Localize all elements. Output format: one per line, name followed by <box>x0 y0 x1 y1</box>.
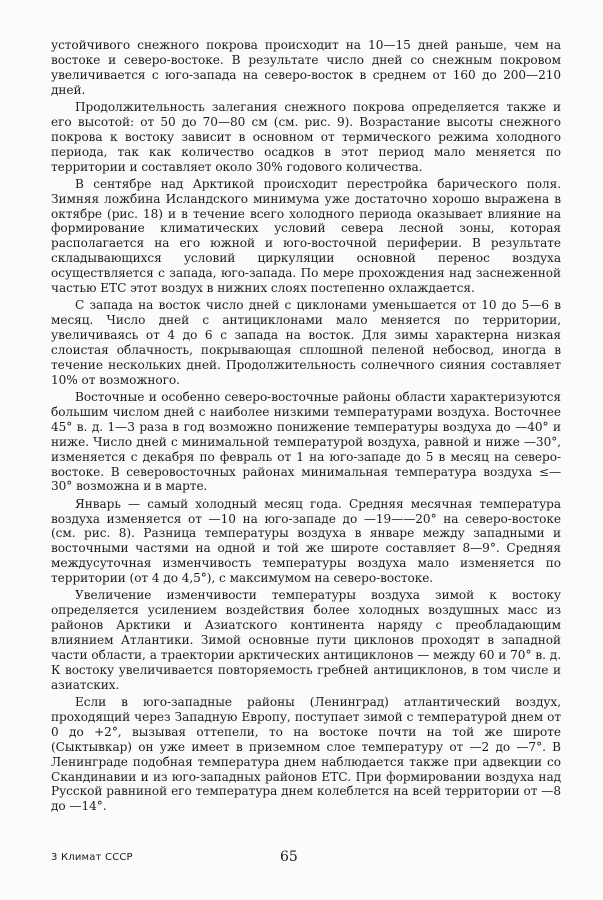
paragraph: Январь — самый холодный месяц года. Средняя месячная температура воздуха изменяется от —10 на юго-западе до —19——20° на северо-востоке (см. рис. 8). Разница температуры воздуха в январе между западными и восточными частями на одной и той же широте составляет 8—9°. Средняя междусуточная изменчивость температуры воздуха мало изменяется по территории (от 4 до 4,5°), с максимумом на северо-востоке. <box>51 496 561 586</box>
paragraph: устойчивого снежного покрова происходит на 10—15 дней раньше, чем на востоке и северо-востоке. В результате число дней со снежным покровом увеличивается с юго-запада на северо-восток в среднем от 160 до 200—210 дней. <box>51 38 561 97</box>
body-text <box>51 38 561 817</box>
paragraph: В сентябре над Арктикой происходит перестройка барического поля. Зимняя ложбина Исландского минимума уже достаточно хорошо выражена в октябре (рис. 18) и в течение всего холодного периода оказывает влияние на формирование климатических условий севера лесной зоны, которая располагается на его южной и юго-восточной периферии. В результате складывающихся условий циркуляции основной перенос воздуха осуществляется с запада, юго-запада. По мере прохождения над заснеженной частью ЕТС этот воздух в нижних слоях постепенно охлаждается. <box>51 176 561 296</box>
page-number: 65 <box>280 849 298 865</box>
paragraph: Продолжительность залегания снежного покрова определяется также и его высотой: от 50 до 70—80 см (см. рис. 9). Возрастание высоты снежного покрова к востоку зависит в основном от термического режима холодного периода, так как количество осадков в этот период мало меняется по территории и составляет около 30% годового количества. <box>51 99 561 174</box>
page-footer <box>51 849 561 869</box>
paragraph: Если в юго-западные районы (Ленинград) атлантический воздух, проходящий через Западную Европу, поступает зимой с температурой днем от 0 до +2°, вызывая оттепели, то на востоке почти на той же широте (Сыктывкар) он уже имеет в приземном слое температуру от —2 до —7°. В Ленинграде подобная температура днем наблюдается также при адвекции со Скандинавии и из юго-западных районов ЕТС. При формировании воздуха над Русской равниной его температура днем колеблется на всей территории от —8 до —14°. <box>51 695 561 814</box>
paragraph: Увеличение изменчивости температуры воздуха зимой к востоку определяется усилением воздействия более холодных воздушных масс из районов Арктики и Азиатского континента наряду с преобладающим влиянием Атлантики. Зимой основные пути циклонов проходят в западной части области, а траектории арктических антициклонов — между 60 и 70° в. д. К востоку увеличивается повторяемость гребней антициклонов, в том числе и азиатских. <box>51 588 561 692</box>
paragraph: С запада на восток число дней с циклонами уменьшается от 10 до 5—6 в месяц. Число дней с антициклонами мало меняется по территории, увеличиваясь от 4 до 6 с запада на восток. Для зимы характерна низкая слоистая облачность, покрывающая сплошной пеленой небосвод, иногда в течение нескольких дней. Продолжительность солнечного сияния составляет 10% от возможного. <box>51 298 561 387</box>
printer-signature: 3 Климат СССР <box>51 852 133 863</box>
paragraph: Восточные и особенно северо-восточные районы области характеризуются большим числом дней с наиболее низкими температурами воздуха. Восточнее 45° в. д. 1—3 раза в год возможно понижение температуры воздуха до —40° и ниже. Число дней с минимальной температурой воздуха, равной и ниже —30°, изменяется с декабря по февраль от 1 на юго-западе до 5 в месяц на северо-востоке. В северовосточных районах минимальная температура воздуха ≤—30° возможна и в марте. <box>51 390 561 494</box>
